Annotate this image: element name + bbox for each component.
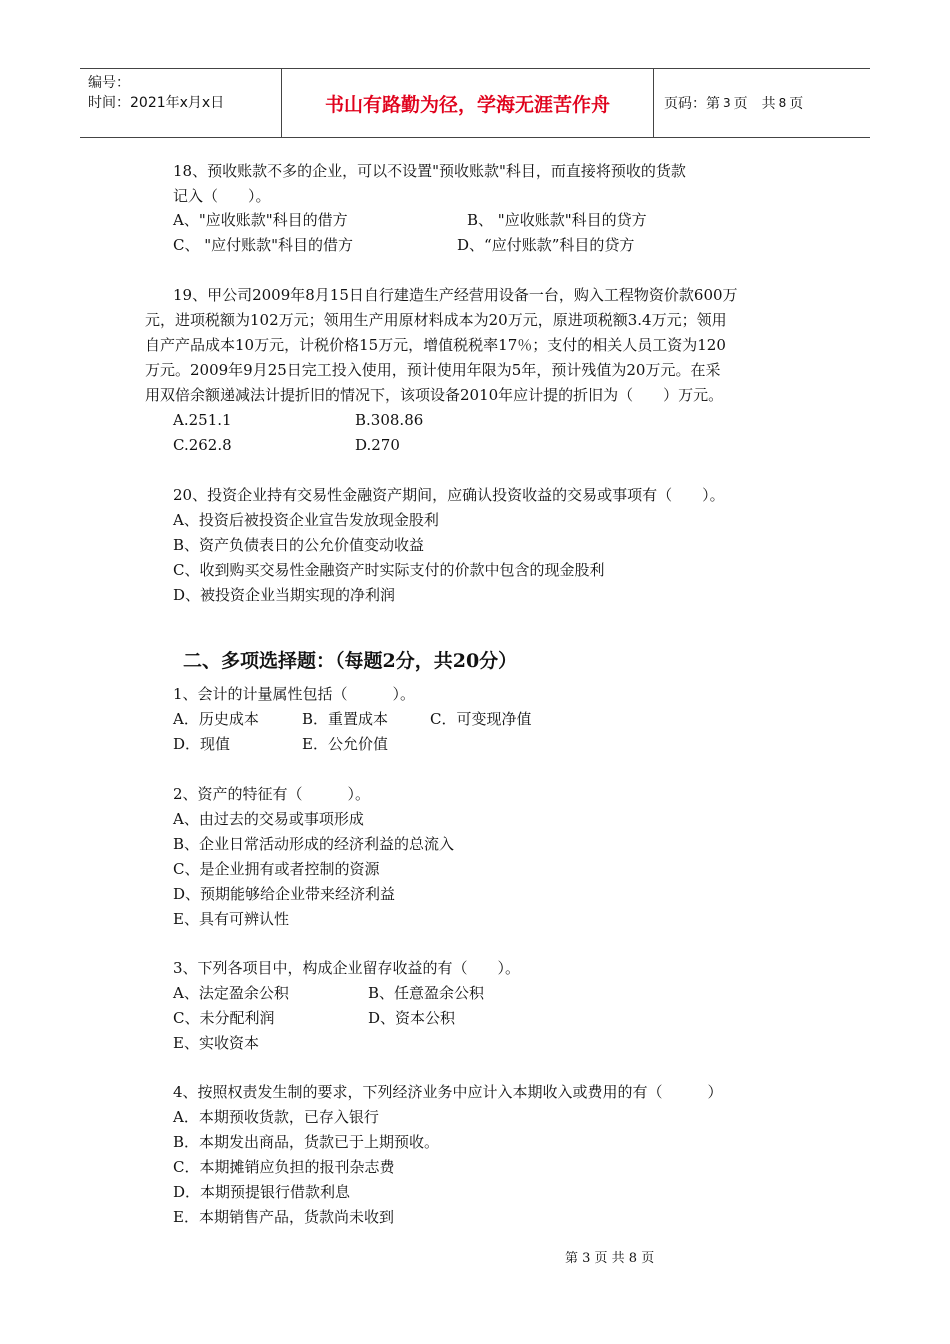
option-d: D．本期预提银行借款利息 <box>173 1183 351 1201</box>
option-c: C、是企业拥有或者控制的资源 <box>173 860 380 878</box>
option-c: C．本期摊销应负担的报刊杂志费 <box>173 1158 395 1176</box>
option-c: C、未分配利润 <box>173 1009 275 1027</box>
header-page-info <box>654 69 870 137</box>
option-d: D.270 <box>355 436 400 454</box>
question-text: 万元。2009年9月25日完工投入使用，预计使用年限为5年，预计残值为20万元。在采 <box>145 361 721 379</box>
option-a: A、投资后被投资企业宣告发放现金股利 <box>173 511 439 529</box>
option-e: E．本期销售产品，货款尚未收到 <box>173 1208 394 1226</box>
question-text: 18、预收账款不多的企业，可以不设置"预收账款"科目，而直接将预收的货款 <box>173 162 686 180</box>
header-meta <box>80 69 282 137</box>
page-info-suffix: 页 <box>789 96 804 112</box>
page-header <box>80 68 870 138</box>
option-b: B、 "应收账款"科目的贷方 <box>467 211 647 229</box>
page-footer: 第 3 页 共 8 页 <box>565 1251 655 1266</box>
question-text: 20、投资企业持有交易性金融资产期间，应确认投资收益的交易或事项有（ ）。 <box>173 486 725 504</box>
option-a: A．历史成本 <box>173 710 259 728</box>
option-d: D、被投资企业当期实现的净利润 <box>173 586 396 604</box>
option-d: D．现值 <box>173 735 231 753</box>
question-text: 记入（ ）。 <box>173 187 271 205</box>
question-text: 2、资产的特征有（ ）。 <box>173 785 371 803</box>
question-text: 1、会计的计量属性包括（ ）。 <box>173 685 416 703</box>
document-time-label: 时间：2021年x月x日 <box>88 95 225 111</box>
option-b: B、企业日常活动形成的经济利益的总流入 <box>173 835 455 853</box>
option-a: A、"应收账款"科目的借方 <box>173 211 348 229</box>
question-text: 元，进项税额为102万元；领用生产用原材料成本为20万元，原进项税额3.4万元；领用 <box>145 311 727 329</box>
question-text: 3、下列各项目中，构成企业留存收益的有（ ）。 <box>173 959 521 977</box>
option-c: C、 "应付账款"科目的借方 <box>173 236 354 254</box>
question-text: 用双倍余额递减法计提折旧的情况下，该项设备2010年应计提的折旧为（ ）万元。 <box>145 386 724 404</box>
option-a: A、由过去的交易或事项形成 <box>173 810 364 828</box>
option-b: B、任意盈余公积 <box>368 984 485 1002</box>
question-text: 自产产品成本10万元，计税价格15万元，增值税税率17％；支付的相关人员工资为120 <box>145 336 726 354</box>
option-a: A．本期预收货款，已存入银行 <box>173 1108 379 1126</box>
header-motto: 书山有路勤为径，学海无涯苦作舟 <box>282 69 654 137</box>
option-e: E．公允价值 <box>302 735 388 753</box>
option-c: C.262.8 <box>173 436 232 454</box>
option-e: E、实收资本 <box>173 1034 259 1052</box>
option-b: B.308.86 <box>355 411 424 429</box>
page-total: 8 <box>778 96 787 110</box>
option-d: D、“应付账款”科目的贷方 <box>457 236 635 254</box>
option-b: B．本期发出商品，货款已于上期预收。 <box>173 1133 440 1151</box>
section-heading: 二、多项选择题：（每题2分，共20分） <box>183 650 518 672</box>
option-d: D、资本公积 <box>368 1009 456 1027</box>
option-a: A.251.1 <box>173 411 232 429</box>
option-d: D、预期能够给企业带来经济利益 <box>173 885 396 903</box>
option-c: C．可变现净值 <box>430 710 532 728</box>
option-c: C、收到购买交易性金融资产时实际支付的价款中包含的现金股利 <box>173 561 605 579</box>
page-info-mid: 页 共 <box>733 96 776 112</box>
option-b: B．重置成本 <box>302 710 389 728</box>
page-current: 3 <box>723 96 731 110</box>
question-text: 4、按照权责发生制的要求，下列经济业务中应计入本期收入或费用的有（ ） <box>173 1083 723 1101</box>
option-e: E、具有可辨认性 <box>173 910 289 928</box>
option-b: B、资产负债表日的公允价值变动收益 <box>173 536 425 554</box>
option-a: A、法定盈余公积 <box>173 984 289 1002</box>
document-number-label: 编号： <box>88 75 130 91</box>
question-text: 19、甲公司2009年8月15日自行建造生产经营用设备一台，购入工程物资价款600万 <box>173 286 738 304</box>
page-info-prefix: 页码：第 <box>664 96 720 112</box>
